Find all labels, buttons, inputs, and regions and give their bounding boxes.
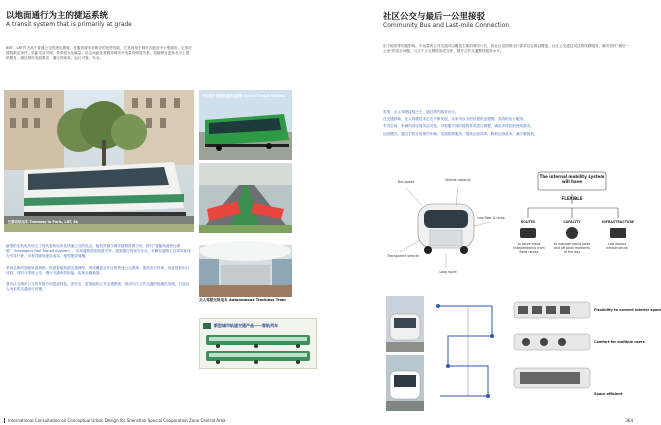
bus-label-capacity: Vehicle capacity <box>445 178 471 182</box>
footer-text <box>4 418 226 423</box>
icon-label-flexibility: Flexibility to convert interior space <box>594 308 661 312</box>
smart-transit-caption: 沙尔迪日智能轨道快运系统 Smart Transit System <box>202 94 286 98</box>
mobility-diagram-center: FLEXIBLE <box>561 196 583 201</box>
right-intro-text <box>383 44 631 98</box>
tram-photo <box>4 90 194 232</box>
route-map <box>428 296 504 411</box>
left-paragraph-2: 采用全新的智能轨道系统，搭建智能轨道交通网络，形成覆盖全片区的快速公交系统，提高出行效率，优化居民出行体验。同时与常规公交、慢行交通有效衔接，实现无缝换乘。 <box>6 265 190 275</box>
mobility-diagram-title: The internal mobility system will have <box>539 174 605 184</box>
icon-label-comfort: Comfort for multiple users <box>594 340 645 344</box>
types-item-2: 车内空间：车辆内部空间灵活可变，可根据不同时段的需求进行调整，满足多样化的使用需求。 <box>383 124 534 129</box>
node-routes-desc: to serve areas independently from fixed routes <box>513 242 545 254</box>
right-types-text <box>383 110 631 162</box>
types-heading: 类型：无人驾驶接驳巴士，通过预约服务出行。 <box>383 110 459 114</box>
right-page-title: 社区公交与最后一公里接驳 <box>383 12 486 22</box>
autonomous-tram-caption: 无人驾驶无轨电车 Autonomous Trackless Tram <box>199 298 286 302</box>
smart-rail-band-title: 新型城市轨道交通产品——智轨列车 <box>214 323 278 328</box>
bus-photo-1 <box>386 296 424 352</box>
left-body-text <box>6 244 192 342</box>
node-capacity-desc: to manage easily peak and off peak moments of the day <box>553 242 591 254</box>
tram-photo-caption: 巴黎有轨电车 Tramway in Paris, LRT, 8k <box>8 220 78 224</box>
node-routes: ROUTES <box>520 220 536 224</box>
types-item-3: 运营模式：通过手机应用预约车辆，实现按需服务，提高运营效率，降低运营成本，减少碳排放。 <box>383 131 538 136</box>
smart-transit-photo <box>199 90 292 160</box>
footer-title: International Consultation on Conceptual Urban Design for Shenshan Special Cooperation Zone Central Area <box>4 418 226 423</box>
right-page-subtitle: Community Bus and Last-mile Connection <box>383 22 510 29</box>
bus-label-low-floor: Low floor & ramp <box>477 216 505 220</box>
green-bus-illustration <box>199 90 292 160</box>
left-paragraph-3: 我们认为城市公交的发展方向是更绿色、更安全、更智能的公共交通系统，推动片区公共交通的低碳化发展，打造以人为本的交通出行环境。 <box>6 282 190 292</box>
node-infrastructure: INFRASTRUCTURE <box>601 220 635 224</box>
mobility-tree-illustration <box>508 166 636 288</box>
autonomous-tram-photo <box>199 245 292 297</box>
left-paragraph-1: 新型的无轨电车结合了现代有轨电车及快速公交的优点，能有效减少城市道路资源占用，推行“智能轨道快运系统”（Intelligent Rail Transit System），实现道路虚拟轨道引导，提高通行效率与安全。车辆在道路上以导向标线为引导行驶，可有效降低建设成本，缩短建设周期。 <box>6 244 191 259</box>
bus-photo-illustration-2 <box>386 355 424 411</box>
bus-label-loop-route: Loop route <box>439 270 457 274</box>
node-infrastructure-desc: Low impact infrastructure <box>606 242 628 250</box>
bus-label-transparent: Transparent vehicle <box>387 254 419 258</box>
bus-photo-2 <box>386 355 424 411</box>
page-number: 364 <box>625 418 633 423</box>
bus-label-speed: Bus speed <box>397 180 415 184</box>
right-intro-paragraph: 由于地形等因素影响，中运量的公共交通可以覆盖主要的城市片区，但社区层面的出行需求往往难以覆盖。社区公交通过灵活的线路服务，解决居民“最后一公里”的出行问题，与主干公交网络形成互补，提升公共交通整体服务水平。 <box>383 44 630 54</box>
road-tram-photo <box>199 163 292 233</box>
smart-rail-band <box>199 318 317 369</box>
left-page-title: 以地面通行为主的捷运系统 <box>6 11 109 21</box>
smart-rail-train-illustration <box>200 319 318 370</box>
mobility-system-diagram <box>508 166 636 288</box>
icon-label-space: Space efficient <box>594 392 623 396</box>
route-map-illustration <box>428 296 504 411</box>
tram-interior-illustration <box>199 245 292 297</box>
bus-photo-illustration-1 <box>386 296 424 352</box>
interior-icons <box>508 296 661 411</box>
left-intro-paragraph: BRT、LRT作为高于普通公交的捷运系统，在服务城市有相应的优势性能，尤其适用于城市次级及中小型城市。它适应道路限定条件，站距灵活可调，带来较大运输量；站点间距及其服务城市开发量有明显关系，将能够在更高水平上提供服务，满足城市发展要求，通行效率高，运行可靠、安全。 <box>6 46 192 61</box>
left-page-subtitle: A transit system that is primarily at grade <box>6 21 132 28</box>
left-intro-text <box>6 46 192 78</box>
node-capacity: CAPACITY <box>563 220 581 224</box>
types-item-1: 在交通领域，无人驾驶技术正在不断发展，未来可以为居民提供更便捷、高效的出行服务。 <box>383 117 527 122</box>
road-tram-illustration <box>199 163 292 233</box>
tram-illustration <box>4 90 194 232</box>
autonomous-bus-diagram <box>386 166 506 288</box>
